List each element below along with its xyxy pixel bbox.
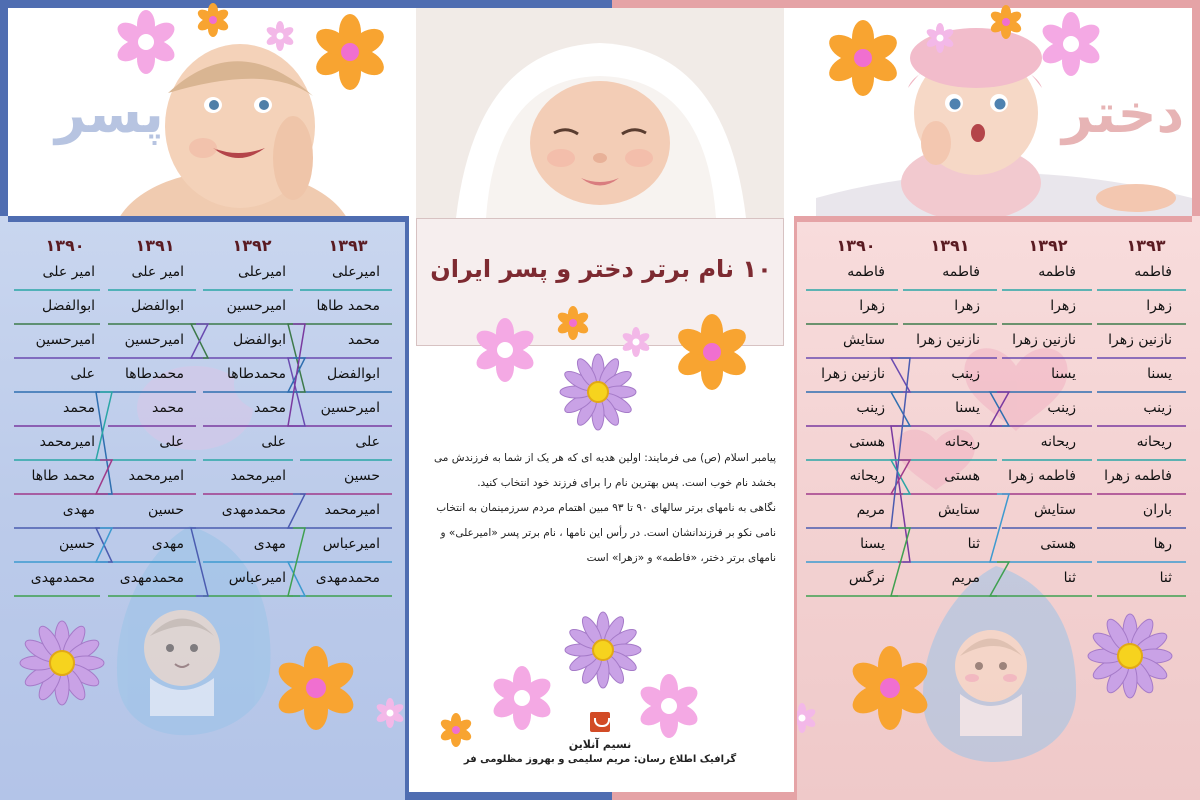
girl-year-1392: ۱۳۹۲ [1028,236,1068,255]
girl-name-cell: یسنا [860,536,885,552]
girl-word: دختر [1062,82,1185,145]
girl-name-cell: ستایش [843,332,885,348]
flower-decoration-orange [674,314,751,390]
flower-decoration-purple [565,612,641,688]
girl-name-cell: زهرا [1146,298,1172,314]
boy-name-cell: محمد [152,400,184,416]
girl-name-cell: مریم [951,570,980,586]
boy-name-cell: امیرعلی [332,264,380,280]
girl-name-cell: زهرا [859,298,885,314]
boy-name-cell: ابوالفضل [233,332,286,348]
boy-name-cell: ابوالفضل [327,366,380,382]
boy-name-cell: محمدطاها [124,366,184,382]
girl-name-cell: فاطمه [1134,264,1172,280]
girl-name-cell: ثنا [1159,570,1172,586]
girl-name-cell: نازنین زهرا [916,332,980,348]
boy-name-cell: محمدمهدی [30,570,95,586]
boy-name-cell: امیرعلی [238,264,286,280]
boy-name-cell: حسین [147,502,184,518]
credit-text: گرافیک اطلاع رسان: مریم سلیمی و بهروز مظلومی فر [463,754,737,765]
girl-name-cell: ستایش [1034,502,1076,518]
girl-name-cell: زینب [856,400,885,416]
girl-year-1391: ۱۳۹۱ [930,236,970,255]
boy-name-cell: مهدی [62,502,95,518]
girl-name-cell: ثنا [1063,570,1076,586]
flower-decoration-orange [825,20,902,96]
boy-name-cell: محمد [254,400,286,416]
boy-name-cell: محمد [348,332,380,348]
boy-year-1390: ۱۳۹۰ [45,236,85,255]
flower-decoration-orange [989,5,1023,39]
boy-name-cell: علی [355,434,380,450]
boy-word: پسر [55,82,164,145]
girl-name-cell: زهرا [1050,298,1076,314]
boy-name-cell: امیرعباس [322,536,380,552]
flower-decoration-orange [439,713,473,747]
girl-name-cell: زینب [1143,400,1172,416]
flower-decoration-small [925,23,955,53]
boy-name-cell: محمدمهدی [221,502,286,518]
boy-name-cell: علی [261,434,286,450]
girl-name-cell: نرگس [848,570,885,586]
flower-decoration-small [265,21,295,51]
flower-decoration-purple [560,354,636,430]
boy-name-cell: حسین [58,536,95,552]
boy-name-cell: امیرمحمد [128,468,184,484]
girl-year-1390: ۱۳۹۰ [836,236,876,255]
girl-name-cell: فاطمه [942,264,980,280]
girl-name-cell: نازنین زهرا [1012,332,1076,348]
boy-year-1392: ۱۳۹۲ [232,236,272,255]
boy-name-cell: محمد طاها [316,298,380,314]
boy-name-cell: امیرمحمد [324,502,380,518]
girl-year-1393: ۱۳۹۳ [1126,236,1166,255]
girl-name-cell: فاطمه زهرا [1008,468,1076,484]
boy-name-cell: امیرمحمد [230,468,286,484]
boy-name-cell: مهدی [151,536,184,552]
girl-name-cell: فاطمه زهرا [1104,468,1172,484]
boy-name-cell: امیرحسین [35,332,95,348]
quote-paragraph: نگاهی به نامهای برتر سالهای ۹۰ تا ۹۳ مبین اهتمام مردم سرزمینمان به انتخاب نامی نکو بر فرزندانشان است. در رأس این نامها ، نام برتر پسر «امیرعلی» و نامهای برتر دختر، «فاطمه» و «زهرا» است [436,502,776,564]
logo-name: نسیم آنلاین [568,738,632,751]
flower-decoration-orange [196,3,230,37]
boy-name-cell: علی [159,434,184,450]
boy-year-1393: ۱۳۹۳ [328,236,368,255]
flower-decoration-pink [473,318,537,382]
boy-name-cell: محمدمهدی [119,570,184,586]
girl-name-cell: زهرا [954,298,980,314]
nasim-logo-icon [590,712,610,732]
girl-name-cell: فاطمه [847,264,885,280]
boy-name-cell: امیرحسین [226,298,286,314]
boy-name-cell: علی [70,366,95,382]
girl-name-cell: ریحانه [1040,434,1076,450]
boy-name-cell: ابوالفضل [42,298,95,314]
girl-name-cell: مریم [856,502,885,518]
girl-name-cell: ریحانه [944,434,980,450]
girl-name-cell: ثنا [967,536,980,552]
boy-name-cell: امیرحسین [320,400,380,416]
girl-name-cell: هستی [1040,536,1076,552]
girl-name-cell: یسنا [955,400,980,416]
boy-name-cell: حسین [343,468,380,484]
girl-name-cell: نازنین زهرا [1108,332,1172,348]
girl-name-cell: زینب [951,366,980,382]
boy-name-cell: امیرعباس [228,570,286,586]
boy-name-cell: امیرمحمد [39,434,95,450]
boy-year-1391: ۱۳۹۱ [135,236,175,255]
flower-decoration-small [621,327,651,357]
boy-name-cell: محمد طاها [31,468,95,484]
girl-name-cell: ستایش [938,502,980,518]
girl-name-cell: یسنا [1051,366,1076,382]
quote-text [424,446,776,571]
girl-name-cell: هستی [944,468,980,484]
girl-name-cell: ریحانه [849,468,885,484]
girl-name-cell: هستی [849,434,885,450]
boy-name-cell: مهدی [253,536,286,552]
boy-name-cell: امیر علی [42,264,95,280]
flower-decoration-orange [312,14,389,90]
girl-name-cell: یسنا [1147,366,1172,382]
girl-name-cell: زینب [1047,400,1076,416]
boy-name-cell: محمدطاها [226,366,286,382]
boy-name-cell: امیر علی [131,264,184,280]
girl-name-cell: ریحانه [1136,434,1172,450]
flower-decoration-orange [556,306,590,340]
page-title: ۱۰ نام برتر دختر و پسر ایران [430,255,772,283]
girl-name-cell: رها [1153,536,1172,552]
girl-name-cell: فاطمه [1038,264,1076,280]
flower-decoration-pink [637,674,701,738]
boy-name-cell: محمدمهدی [315,570,380,586]
flower-decoration-pink [114,10,178,74]
flower-decoration-pink [1039,12,1103,76]
boy-name-cell: امیرحسین [124,332,184,348]
boy-name-cell: ابوالفضل [131,298,184,314]
flower-decoration-pink [490,666,554,730]
girl-name-cell: باران [1142,502,1172,518]
boy-name-cell: محمد [63,400,95,416]
quote-paragraph: پیامبر اسلام (ص) می فرمایند: اولین هدیه ای که هر یک از شما به فرزندش می بخشد نام خوب است. پس بهترین نام را برای فرزند خود انتخاب کنید. [434,452,776,489]
girl-name-cell: نازنین زهرا [821,366,885,382]
